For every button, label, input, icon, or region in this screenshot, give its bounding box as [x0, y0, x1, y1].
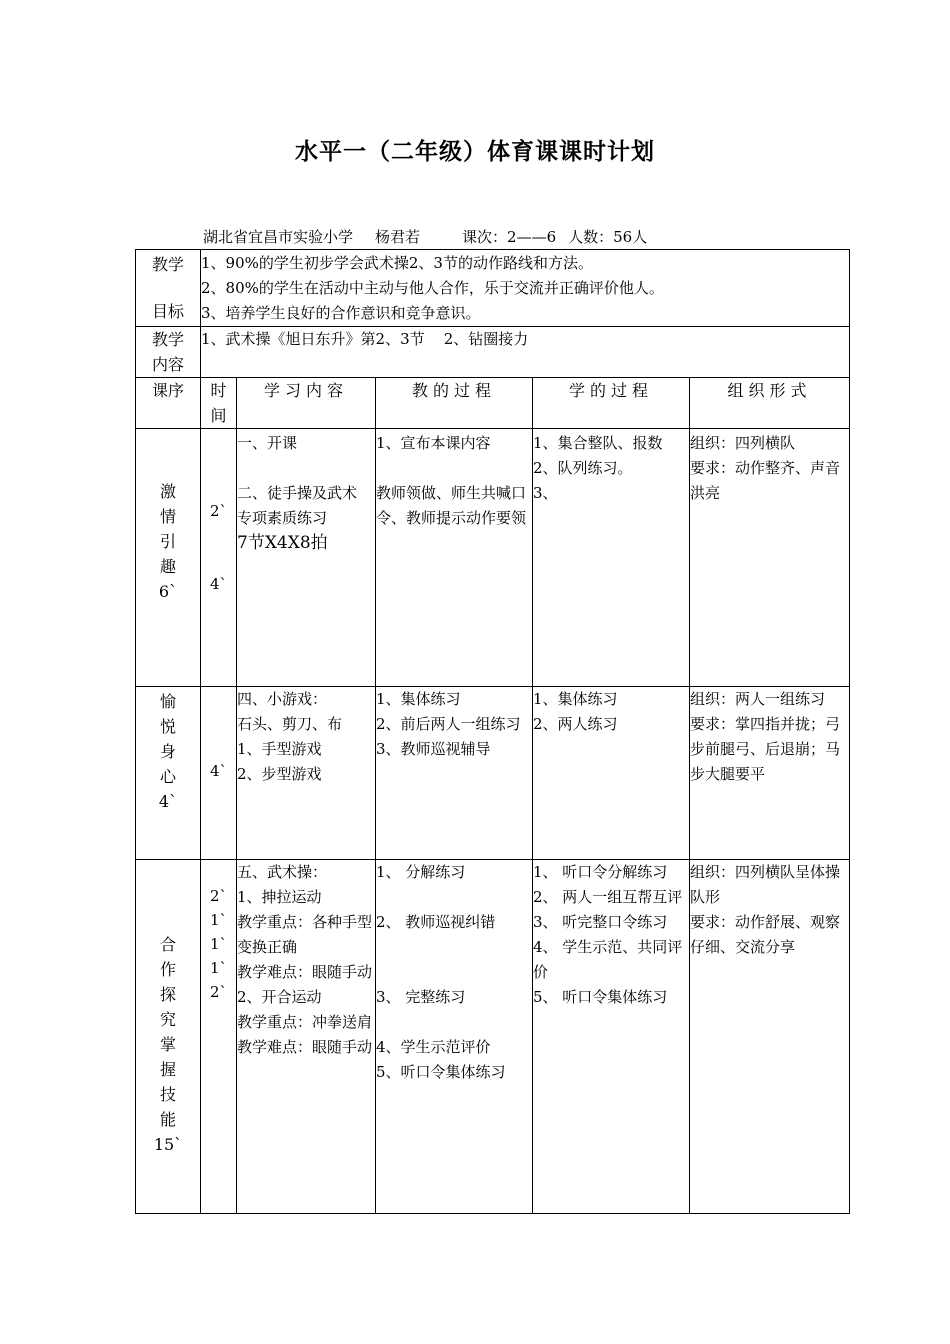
student-count: 人数：56人 [568, 228, 648, 246]
teach-process: 1、宣布本课内容 教师领做、师生共喊口令、教师提示动作要领 [376, 429, 533, 687]
section-times: 2` 1` 1` 1` 2` [201, 860, 237, 1214]
goal-item: 3、培养学生良好的合作意识和竞争意识。 [201, 304, 481, 322]
learn-content: 五、武术操： 1、抻拉运动 教学重点：各种手型变换正确 教学难点：眼随手动 2、开合运动 教学重点：冲拳送肩 教学难点：眼随手动 [237, 860, 376, 1214]
study-process: 1、集体练习 2、两人练习 [533, 687, 690, 860]
goals-list [201, 250, 850, 327]
study-process: 1、集合整队、报数 2、队列练习。 3、 [533, 429, 690, 687]
section-times: 2` 4` [201, 429, 237, 687]
content-row [136, 327, 850, 378]
learn-content: 四、小游戏： 石头、剪刀、布 1、手型游戏 2、步型游戏 [237, 687, 376, 860]
org-form: 组织：四列横队 要求：动作整齐、声音洪亮 [690, 429, 850, 687]
section-times: 4` [201, 687, 237, 860]
lesson-number: 课次：2——6 [462, 228, 557, 246]
page-title: 水平一（二年级）体育课课时计划 [295, 138, 655, 165]
learn-content: 一、开课 二、徒手操及武术 专项素质练习 7节X4X8拍 [237, 429, 376, 687]
section-name: 合 作 探 究 掌 握 技 能 15` [136, 860, 201, 1214]
lesson-plan-table [135, 249, 850, 1214]
header-org: 组织形式 [690, 378, 850, 429]
goals-row [136, 250, 850, 327]
header-time: 时 间 [201, 378, 237, 429]
lesson-meta [203, 226, 647, 247]
goal-item: 2、80%的学生在活动中主动与他人合作，乐于交流并正确评价他人。 [201, 279, 664, 297]
section-row [136, 860, 850, 1214]
header-order: 课序 [136, 378, 201, 429]
section-row [136, 429, 850, 687]
org-form: 组织：两人一组练习 要求：掌四指并拢；弓步前腿弓、后退崩；马步大腿要平 [690, 687, 850, 860]
goal-item: 1、90%的学生初步学会武术操2、3节的动作路线和方法。 [201, 254, 593, 272]
goals-label: 教学 目标 [136, 250, 201, 327]
content-label: 教学 内容 [136, 327, 201, 378]
teach-process: 1、 分解练习 2、 教师巡视纠错 3、 完整练习 4、学生示范评价 5、听口令集体练习 [376, 860, 533, 1214]
teach-process: 1、集体练习 2、前后两人一组练习 3、教师巡视辅导 [376, 687, 533, 860]
school-name: 湖北省宜昌市实验小学 [203, 228, 354, 246]
teacher-name: 杨君若 [375, 228, 421, 246]
header-row [136, 378, 850, 429]
section-name: 愉 悦 身 心 4` [136, 687, 201, 860]
org-form: 组织：四列横队呈体操队形 要求：动作舒展、观察仔细、交流分享 [690, 860, 850, 1214]
section-row [136, 687, 850, 860]
section-name: 激 情 引 趣 6` [136, 429, 201, 687]
study-process: 1、 听口令分解练习 2、 两人一组互帮互评 3、 听完整口令练习 4、 学生示范、共同评价 5、 听口令集体练习 [533, 860, 690, 1214]
header-learn: 学习内容 [237, 378, 376, 429]
content-text: 1、武术操《旭日东升》第2、3节 2、钻圈接力 [201, 327, 850, 378]
header-study: 学的过程 [533, 378, 690, 429]
header-teach: 教的过程 [376, 378, 533, 429]
